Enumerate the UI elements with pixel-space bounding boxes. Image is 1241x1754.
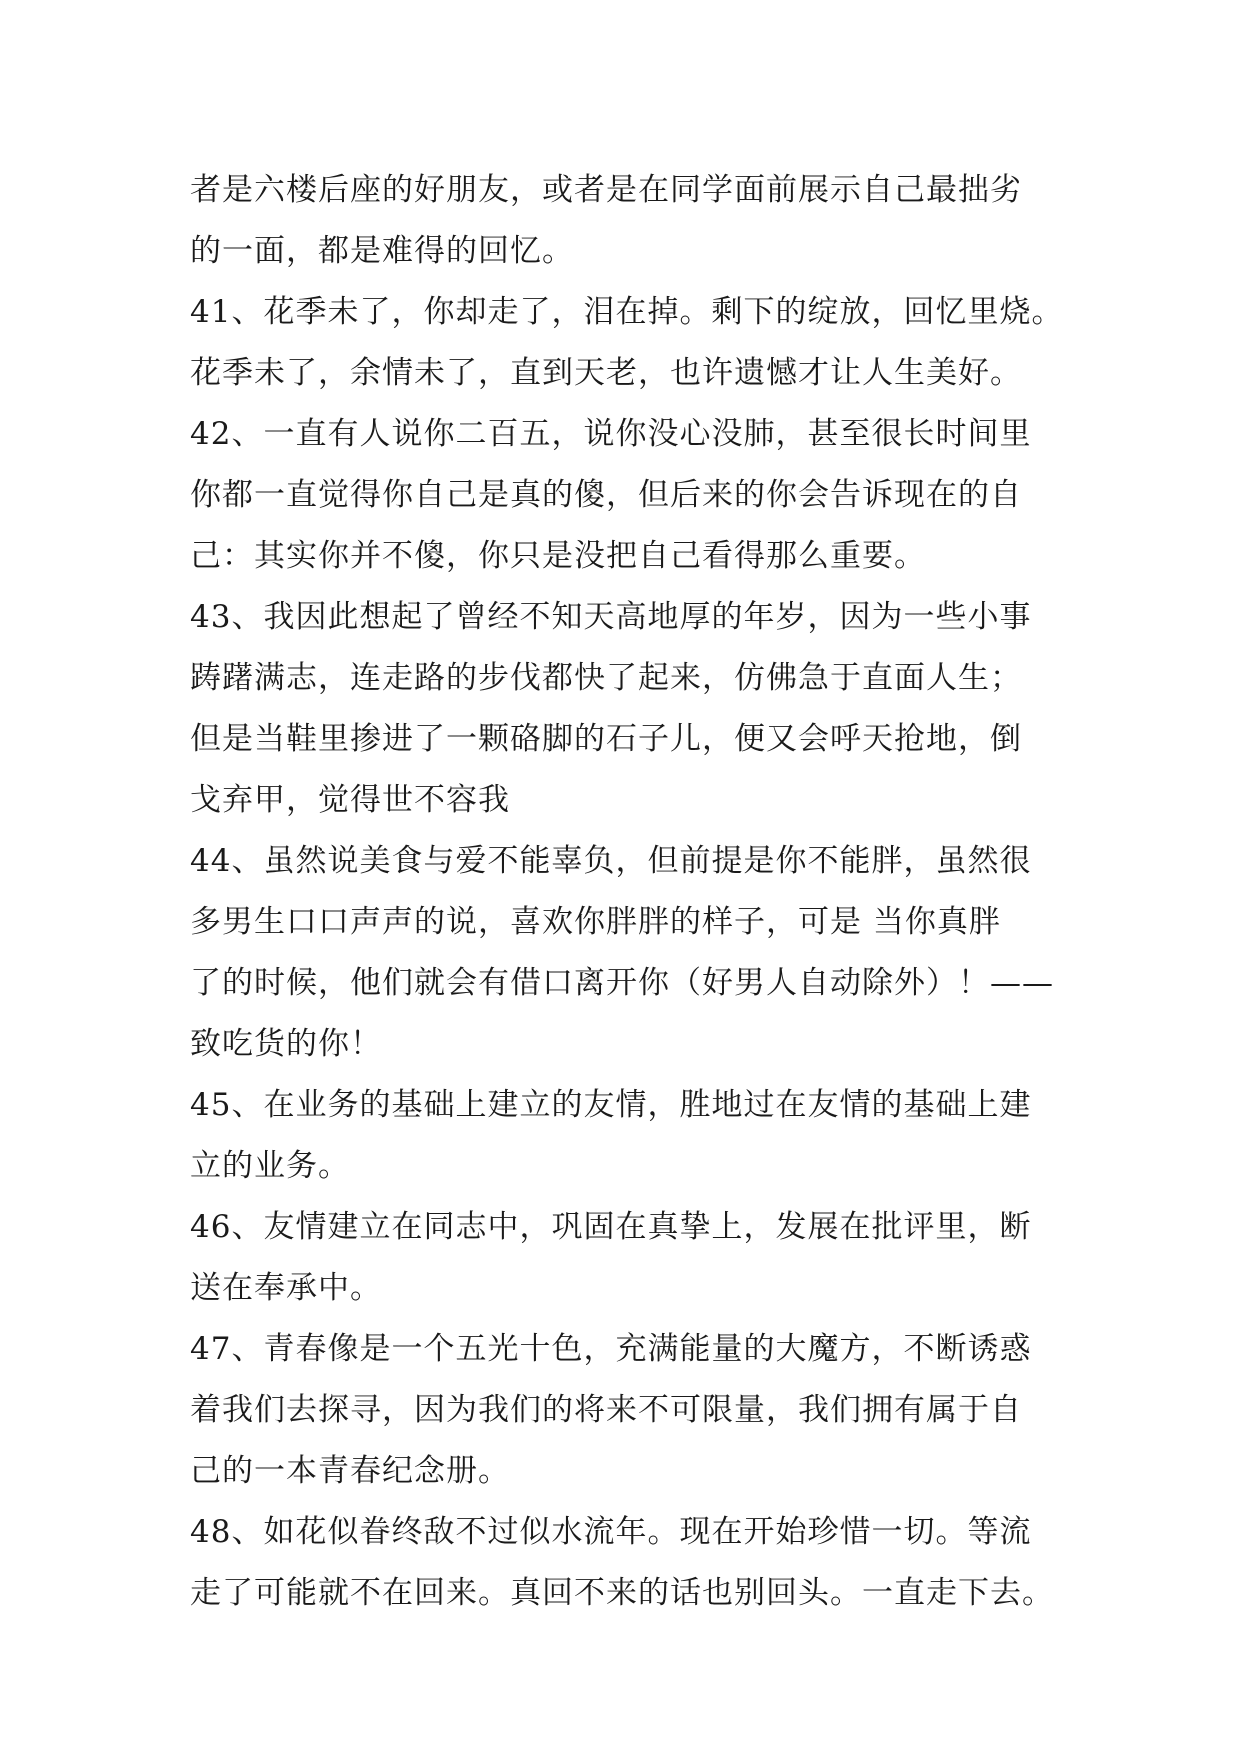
text-line: 47、青春像是一个五光十色，充满能量的大魔方，不断诱惑 <box>190 1331 1032 1367</box>
text-line: 但是当鞋里掺进了一颗硌脚的石子儿，便又会呼天抢地，倒 <box>190 721 1022 757</box>
text-line: 了的时候，他们就会有借口离开你（好男人自动除外）！—— <box>190 965 1054 1001</box>
text-line: 踌躇满志，连走路的步伐都快了起来，仿佛急于直面人生； <box>190 660 1022 696</box>
text-line: 送在奉承中。 <box>190 1270 382 1306</box>
text-line: 花季未了，余情未了，直到天老，也许遗憾才让人生美好。 <box>190 355 1022 391</box>
text-line: 41、花季未了，你却走了，泪在掉。剩下的绽放，回忆里烧。 <box>190 294 1064 330</box>
text-line: 走了可能就不在回来。真回不来的话也别回头。一直走下去。 <box>190 1575 1054 1611</box>
text-line: 己：其实你并不傻，你只是没把自己看得那么重要。 <box>190 538 926 574</box>
text-line: 者是六楼后座的好朋友，或者是在同学面前展示自己最拙劣 <box>190 172 1022 208</box>
text-line: 的一面，都是难得的回忆。 <box>190 233 574 269</box>
text-line: 44、虽然说美食与爱不能辜负，但前提是你不能胖，虽然很 <box>190 843 1032 879</box>
text-line: 致吃货的你！ <box>190 1026 382 1062</box>
text-line: 48、如花似眷终敌不过似水流年。现在开始珍惜一切。等流 <box>190 1514 1032 1550</box>
text-line: 你都一直觉得你自己是真的傻，但后来的你会告诉现在的自 <box>190 477 1022 513</box>
text-line: 戈弃甲，觉得世不容我 <box>190 782 510 818</box>
text-line: 45、在业务的基础上建立的友情，胜地过在友情的基础上建 <box>190 1087 1032 1123</box>
text-line: 多男生口口声声的说，喜欢你胖胖的样子，可是 当你真胖 <box>190 904 1001 940</box>
text-line: 42、一直有人说你二百五，说你没心没肺，甚至很长时间里 <box>190 416 1032 452</box>
document-body <box>190 160 1070 1624</box>
text-line: 着我们去探寻，因为我们的将来不可限量，我们拥有属于自 <box>190 1392 1022 1428</box>
text-line: 立的业务。 <box>190 1148 350 1184</box>
text-line: 46、友情建立在同志中，巩固在真挚上，发展在批评里，断 <box>190 1209 1032 1245</box>
text-line: 43、我因此想起了曾经不知天高地厚的年岁，因为一些小事 <box>190 599 1032 635</box>
text-line: 己的一本青春纪念册。 <box>190 1453 510 1489</box>
